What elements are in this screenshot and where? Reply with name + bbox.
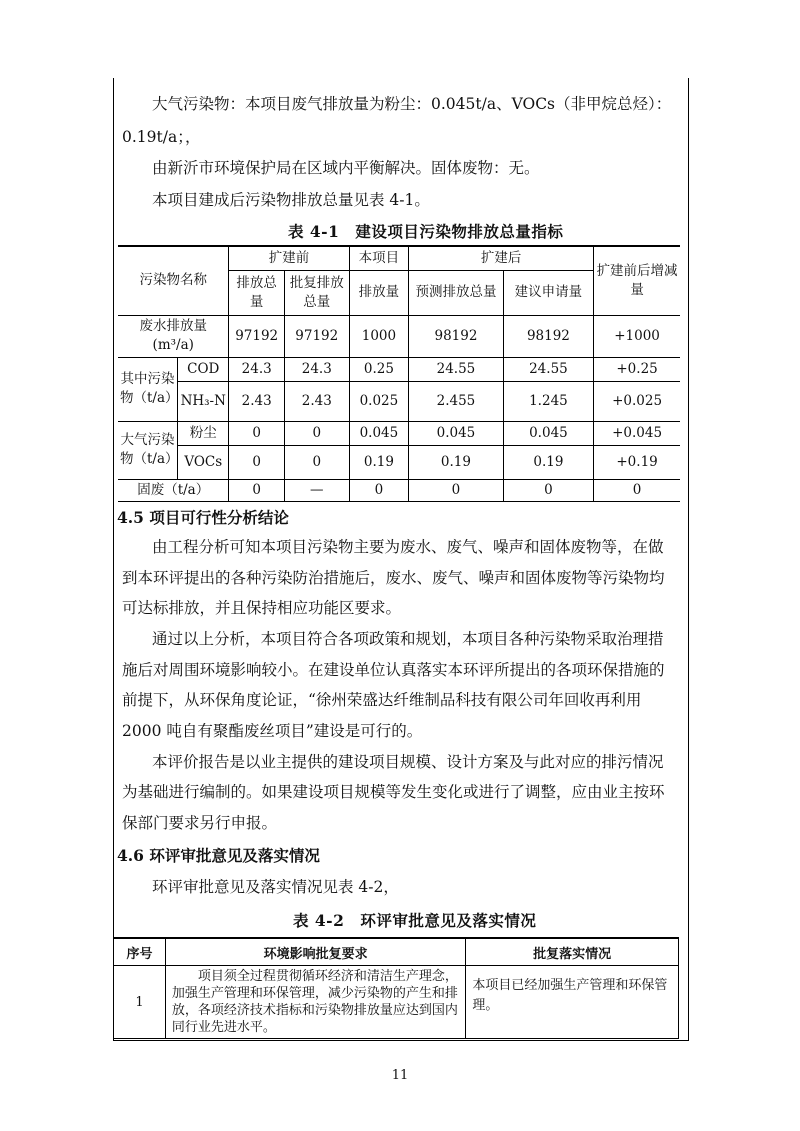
header-approved-total: 批复排放总量 — [284, 270, 349, 315]
header-project: 本项目 — [349, 246, 409, 270]
cell-value: 0 — [229, 421, 284, 445]
cell-value: +0.25 — [594, 357, 680, 381]
header-predicted-total: 预测排放总量 — [409, 270, 504, 315]
cell-value: 0.19 — [409, 445, 504, 479]
header-emission: 排放量 — [349, 270, 409, 315]
cell-value: 2.43 — [229, 381, 284, 421]
cell-value: 24.3 — [229, 357, 284, 381]
cell-value: 98192 — [409, 315, 504, 357]
header-implementation: 批复落实情况 — [466, 938, 679, 966]
cell-pollutant: VOCs — [178, 445, 229, 479]
table1-caption: 表 4-1 建设项目污染物排放总量指标 — [288, 222, 564, 241]
header-pollutant-name: 污染物名称 — [118, 246, 229, 315]
table1-emission-totals — [118, 245, 680, 502]
cell-value: 97192 — [284, 315, 349, 357]
cell-serial-no: 1 — [114, 966, 166, 1039]
cell-value: 2.43 — [284, 381, 349, 421]
cell-value: 0.045 — [503, 421, 593, 445]
cell-pollutant: NH₃-N — [178, 381, 229, 421]
cell-value: +0.19 — [594, 445, 680, 479]
cell-value: 0.19 — [349, 445, 409, 479]
cell-requirement: 项目须全过程贯彻循环经济和清洁生产理念，加强生产管理和环保管理，减少污染物的产生和排放，各项经济技术指标和污染物排放量应达到国内同行业先进水平。 — [165, 966, 465, 1039]
cell-value: +1000 — [594, 315, 680, 357]
para-45-b2: 施后对周围环境影响较小。在建设单位认真落实本环评所提出的各项环保措施的 — [122, 661, 665, 679]
para-45-b1: 通过以上分析，本项目符合各项政策和规划，本项目各种污染物采取治理措 — [152, 630, 664, 648]
header-after: 扩建后 — [409, 246, 594, 270]
group-air-pollutants: 大气污染物（t/a） — [118, 421, 178, 479]
cell-value: 0 — [229, 445, 284, 479]
para-45-a3: 可达标排放，并且保持相应功能区要求。 — [122, 599, 402, 617]
cell-value: 0 — [229, 479, 284, 501]
header-requirement: 环境影响批复要求 — [165, 938, 465, 966]
para-46-intro: 环评审批意见及落实情况见表 4-2， — [152, 878, 399, 896]
cell-value: +0.045 — [594, 421, 680, 445]
header-before: 扩建前 — [229, 246, 349, 270]
paragraph-air-line1: 大气污染物：本项目废气排放量为粉尘：0.045t/a、VOCs（非甲烷总烃）： — [152, 95, 672, 113]
section-4-5-heading: 4.5 项目可行性分析结论 — [117, 508, 289, 527]
header-serial-no: 序号 — [114, 938, 166, 966]
cell-value: 2.455 — [409, 381, 504, 421]
cell-value: 0.025 — [349, 381, 409, 421]
cell-pollutant: COD — [178, 357, 229, 381]
cell-value: 24.55 — [503, 357, 593, 381]
cell-value: 0.19 — [503, 445, 593, 479]
para-45-b3: 前提下，从环保角度论证，“徐州荣盛达纤维制品科技有限公司年回收再利用 — [122, 691, 642, 709]
table-row-vocs — [118, 445, 680, 479]
cell-value: 0.045 — [349, 421, 409, 445]
cell-value: 0 — [503, 479, 593, 501]
table-row-solid — [118, 479, 680, 501]
group-water-pollutants: 其中污染物（t/a） — [118, 357, 178, 421]
cell-value: 0.25 — [349, 357, 409, 381]
table2-approval-implementation — [113, 937, 679, 1039]
cell-value: — — [284, 479, 349, 501]
table-row-wastewater — [118, 315, 680, 357]
paragraph-balance: 由新沂市环境保护局在区域内平衡解决。固体废物：无。 — [152, 159, 540, 177]
table2-caption: 表 4-2 环评审批意见及落实情况 — [293, 911, 537, 930]
cell-value: 0 — [409, 479, 504, 501]
para-45-c1: 本评价报告是以业主提供的建设项目规模、设计方案及与此对应的排污情况 — [152, 753, 664, 771]
cell-value: 0 — [284, 445, 349, 479]
cell-value: 98192 — [503, 315, 593, 357]
header-change: 扩建前后增减量 — [594, 246, 680, 315]
para-45-c2: 为基础进行编制的。如果建设项目规模等发生变化或进行了调整，应由业主按环 — [122, 783, 665, 801]
table-row-nh3n — [118, 381, 680, 421]
para-45-b4: 2000 吨自有聚酯废丝项目”建设是可行的。 — [122, 722, 423, 740]
para-45-a1: 由工程分析可知本项目污染物主要为废水、废气、噪声和固体废物等，在做 — [152, 538, 664, 556]
table-row — [114, 966, 679, 1039]
cell-value: 0 — [594, 479, 680, 501]
cell-wastewater-name: 废水排放量 (m³/a) — [118, 315, 229, 357]
paragraph-table-ref: 本项目建成后污染物排放总量见表 4-1。 — [152, 191, 430, 209]
section-4-6-heading: 4.6 环评审批意见及落实情况 — [117, 846, 320, 865]
cell-value: 1.245 — [503, 381, 593, 421]
cell-pollutant: 固废（t/a） — [118, 479, 229, 501]
cell-pollutant: 粉尘 — [178, 421, 229, 445]
cell-value: 97192 — [229, 315, 284, 357]
paragraph-air-line2: 0.19t/a；， — [122, 128, 201, 146]
cell-value: 24.55 — [409, 357, 504, 381]
page-number: 11 — [391, 1068, 409, 1083]
cell-value: 0 — [284, 421, 349, 445]
cell-value: 1000 — [349, 315, 409, 357]
cell-value: 24.3 — [284, 357, 349, 381]
cell-value: +0.025 — [594, 381, 680, 421]
cell-value: 0 — [349, 479, 409, 501]
header-emit-total: 排放总量 — [229, 270, 284, 315]
cell-implementation: 本项目已经加强生产管理和环保管理。 — [466, 966, 679, 1039]
cell-value: 0.045 — [409, 421, 504, 445]
header-suggested-total: 建议申请量 — [503, 270, 593, 315]
para-45-a2: 到本环评提出的各种污染防治措施后，废水、废气、噪声和固体废物等污染物均 — [122, 569, 665, 587]
para-45-c3: 保部门要求另行申报。 — [122, 814, 278, 832]
table-row-dust — [118, 421, 680, 445]
table-row-cod — [118, 357, 680, 381]
